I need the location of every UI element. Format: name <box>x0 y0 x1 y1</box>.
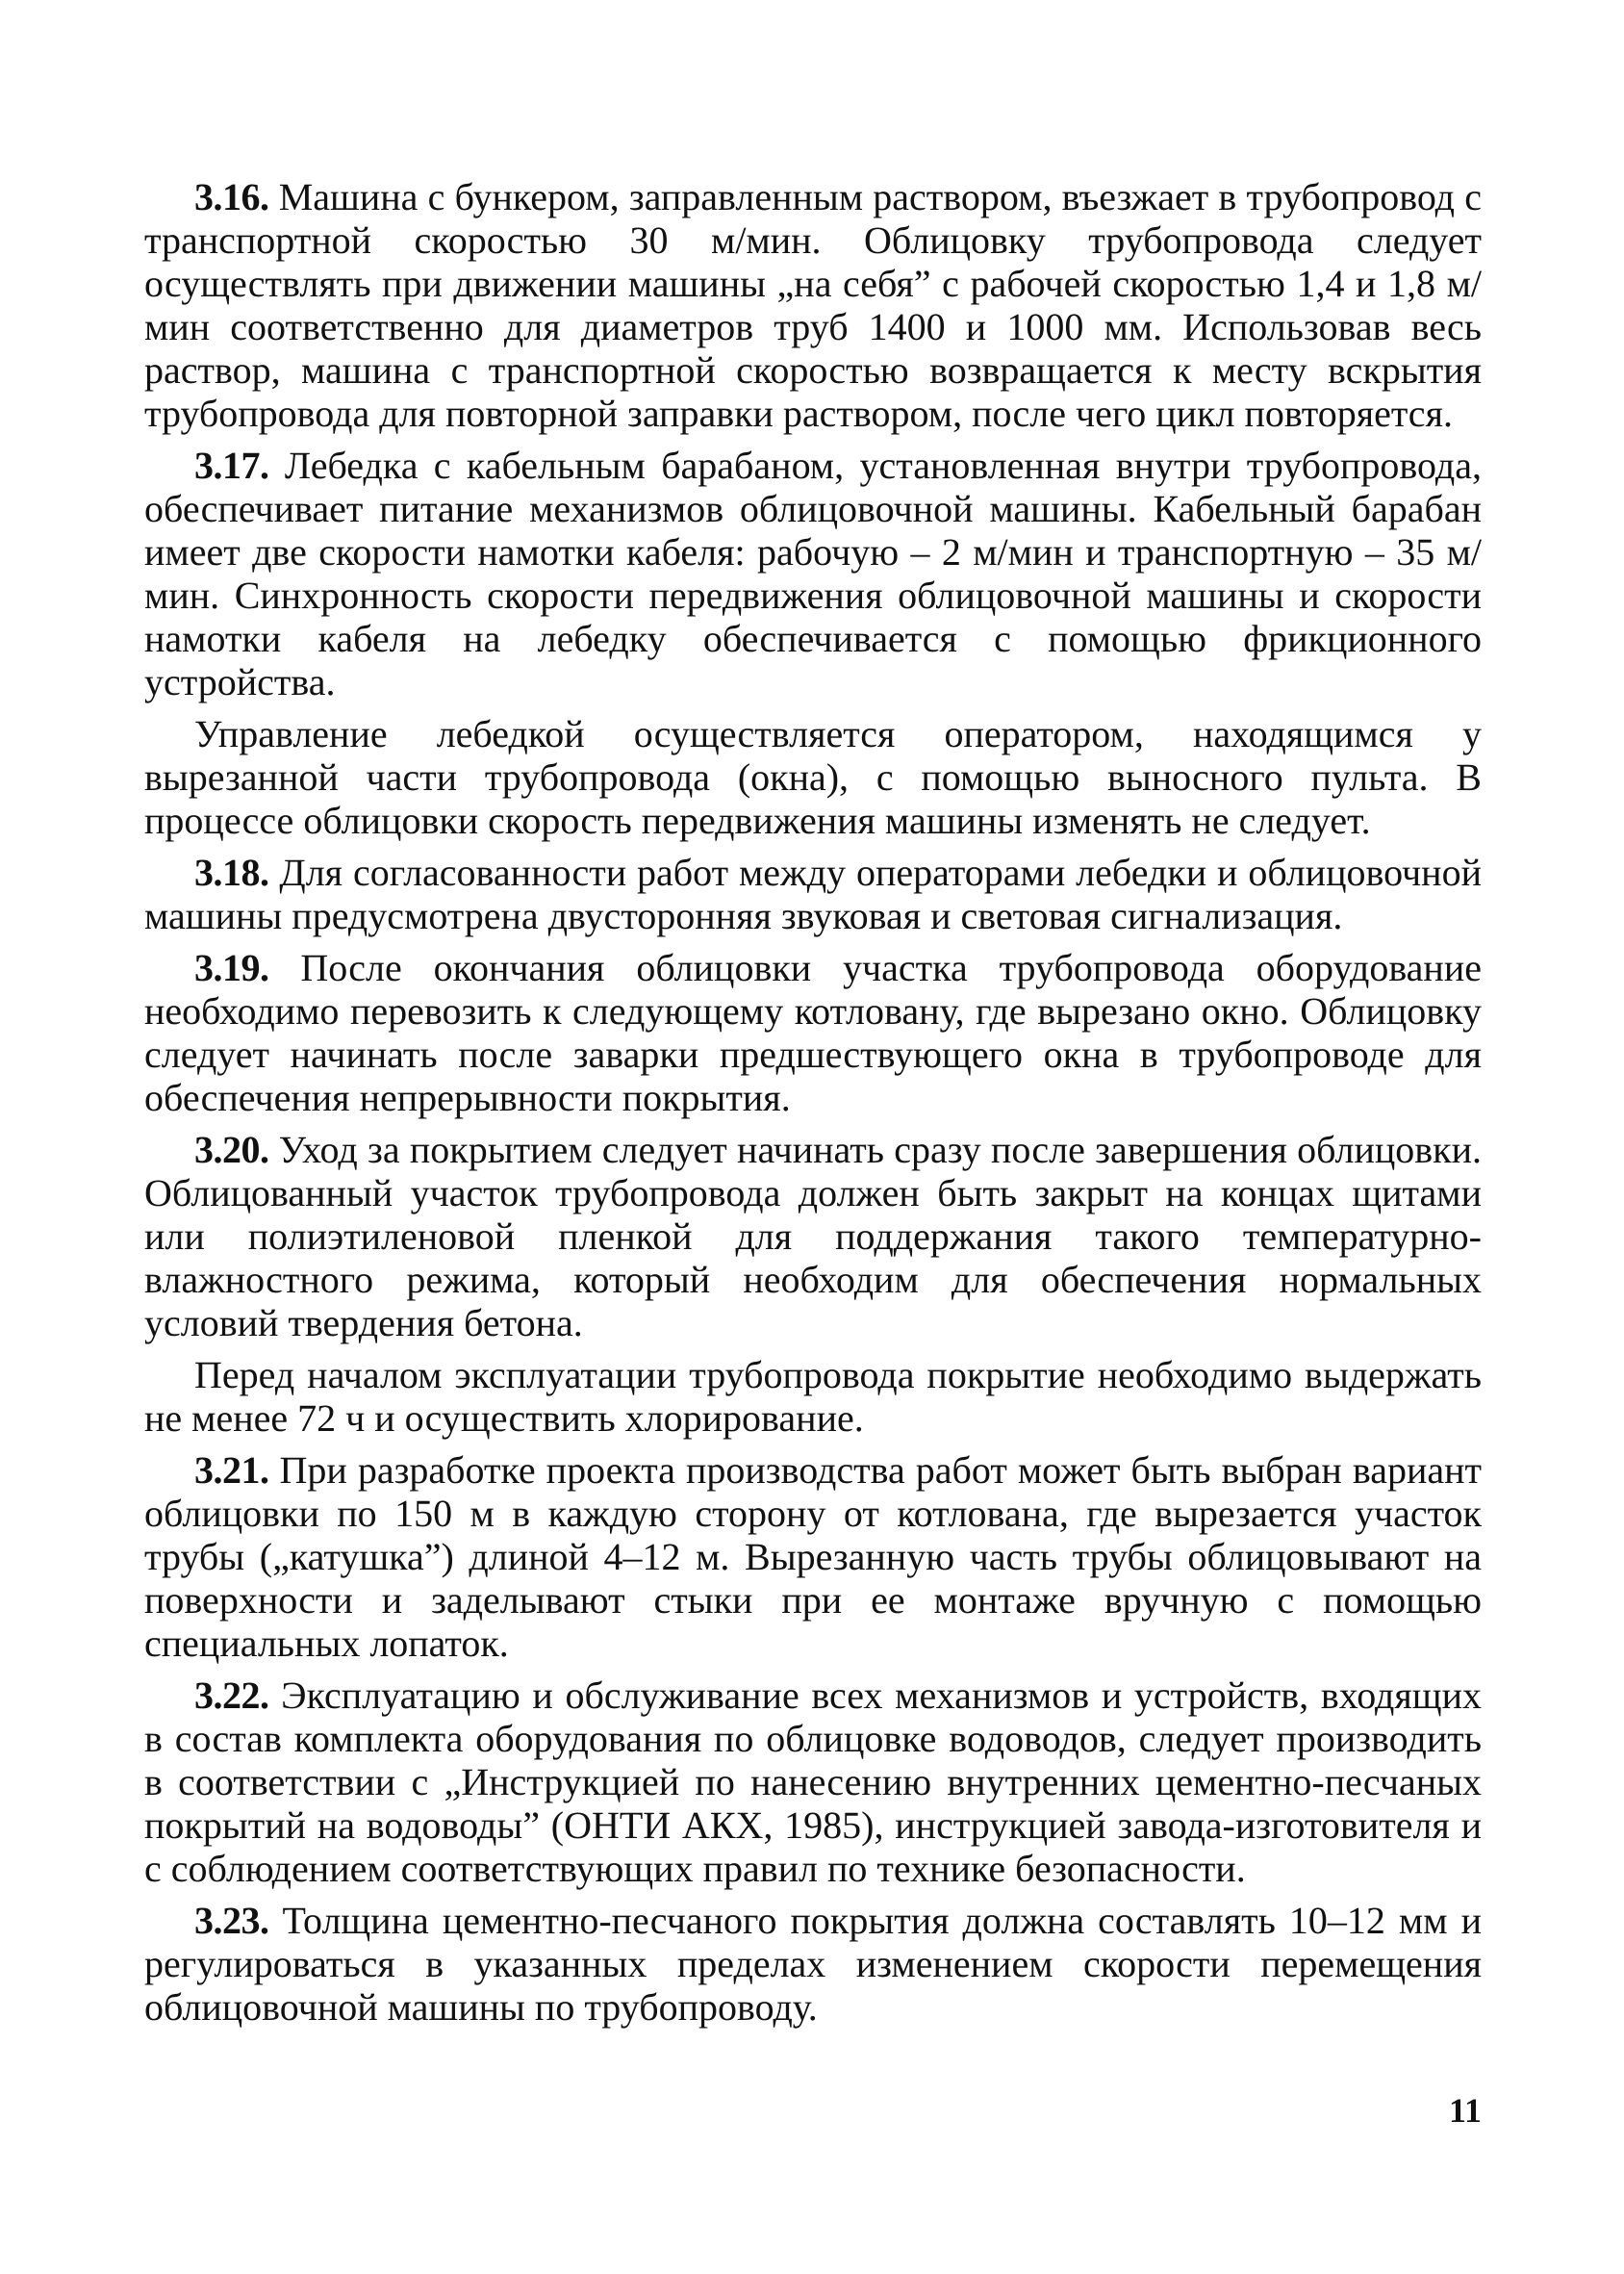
paragraph-3-17 <box>144 444 1482 703</box>
paragraph-3-20-continued <box>144 1353 1482 1440</box>
paragraph-3-19 <box>144 946 1482 1119</box>
paragraph-number: 3.20. <box>194 1128 269 1171</box>
paragraph-3-22 <box>144 1674 1482 1890</box>
paragraph-text: При разработке проекта производства работ может быть выбран вариант облицовки по 150 м в каждую сторону от котлована, где вырезается участок трубы („катушка”) длиной 4–12 м. Вырезанную часть трубы облицовывают на поверхности и заделывают стыки при ее монтаже вручную с помощью специальных лопаток. <box>144 1448 1482 1665</box>
paragraph-number: 3.17. <box>194 444 269 487</box>
paragraph-text: Для согласованности работ между операторами лебедки и облицовочной машины предусмотрена двусторонняя звуковая и световая сигнализация. <box>144 851 1482 937</box>
paragraph-number: 3.18. <box>194 851 269 894</box>
page-number: 11 <box>1448 2091 1482 2130</box>
paragraph-text: После окончания облицовки участка трубопровода оборудование необходимо перевозить к следующему котловану, где вырезано окно. Облицовку следует начинать после заварки предшествующего окна в трубопроводе для обеспечения непрерывности покрытия. <box>144 946 1482 1119</box>
paragraph-3-20 <box>144 1128 1482 1344</box>
paragraph-number: 3.19. <box>194 946 269 989</box>
paragraph-number: 3.21. <box>194 1448 269 1492</box>
paragraph-text: Лебедка с кабельным барабаном, установленная внутри трубопровода, обеспечивает питание механизмов облицовочной машины. Кабельный барабан имеет две скорости намотки кабеля: рабочую – 2 м/мин и транспортную – 35 м/мин. Синхронность скорости передвижения облицовочной машины и скорости намотки кабеля на лебедку обеспечивается с помощью фрикционного устройства. <box>144 444 1482 703</box>
paragraph-text: Перед началом эксплуатации трубопровода покрытие необходимо выдержать не менее 72 ч и осуществить хлорирование. <box>144 1353 1482 1440</box>
paragraph-number: 3.23. <box>194 1899 269 1942</box>
paragraph-3-18 <box>144 851 1482 937</box>
paragraph-3-23 <box>144 1899 1482 2029</box>
paragraph-text: Толщина цементно-песчаного покрытия должна составлять 10–12 мм и регулироваться в указанных пределах изменением скорости перемещения облицовочной машины по трубопроводу. <box>144 1899 1482 2029</box>
paragraph-text: Эксплуатацию и обслуживание всех механизмов и устройств, входящих в состав комплекта оборудования по облицовке водоводов, следует производить в соответствии с „Инструкцией по нанесению внутренних цементно-песчаных покрытий на водоводы” (ОНТИ АКХ, 1985), инструкцией завода-изготовителя и с соблюдением соответствующих правил по технике безопасности. <box>144 1674 1482 1890</box>
paragraph-text: Уход за покрытием следует начинать сразу после завершения облицовки. Облицованный участок трубопровода должен быть закрыт на концах щитами или полиэтиленовой пленкой для поддержания такого температурно-влажностного режима, который необходим для обеспечения нормальных условий твердения бетона. <box>144 1128 1482 1344</box>
paragraph-number: 3.16. <box>194 175 269 218</box>
paragraph-3-21 <box>144 1448 1482 1665</box>
document-body <box>144 175 1482 2037</box>
paragraph-3-16 <box>144 175 1482 435</box>
paragraph-text: Управление лебедкой осуществляется оператором, находящимся у вырезанной части трубопровода (окна), с помощью выносного пульта. В процессе облицовки скорость передвижения машины изменять не следует. <box>144 712 1482 842</box>
paragraph-number: 3.22. <box>194 1674 269 1717</box>
paragraph-3-17-continued <box>144 712 1482 842</box>
paragraph-text: Машина с бункером, заправленным раствором, въезжает в трубопровод с транспортной скоростью 30 м/мин. Облицовку трубопровода следует осуществлять при движении машины „на себя” с рабочей скоростью 1,4 и 1,8 м/мин соответственно для диаметров труб 1400 и 1000 мм. Использовав весь раствор, машина с транспортной скоростью возвращается к месту вскрытия трубопровода для повторной заправки раствором, после чего цикл повторяется. <box>144 175 1482 435</box>
